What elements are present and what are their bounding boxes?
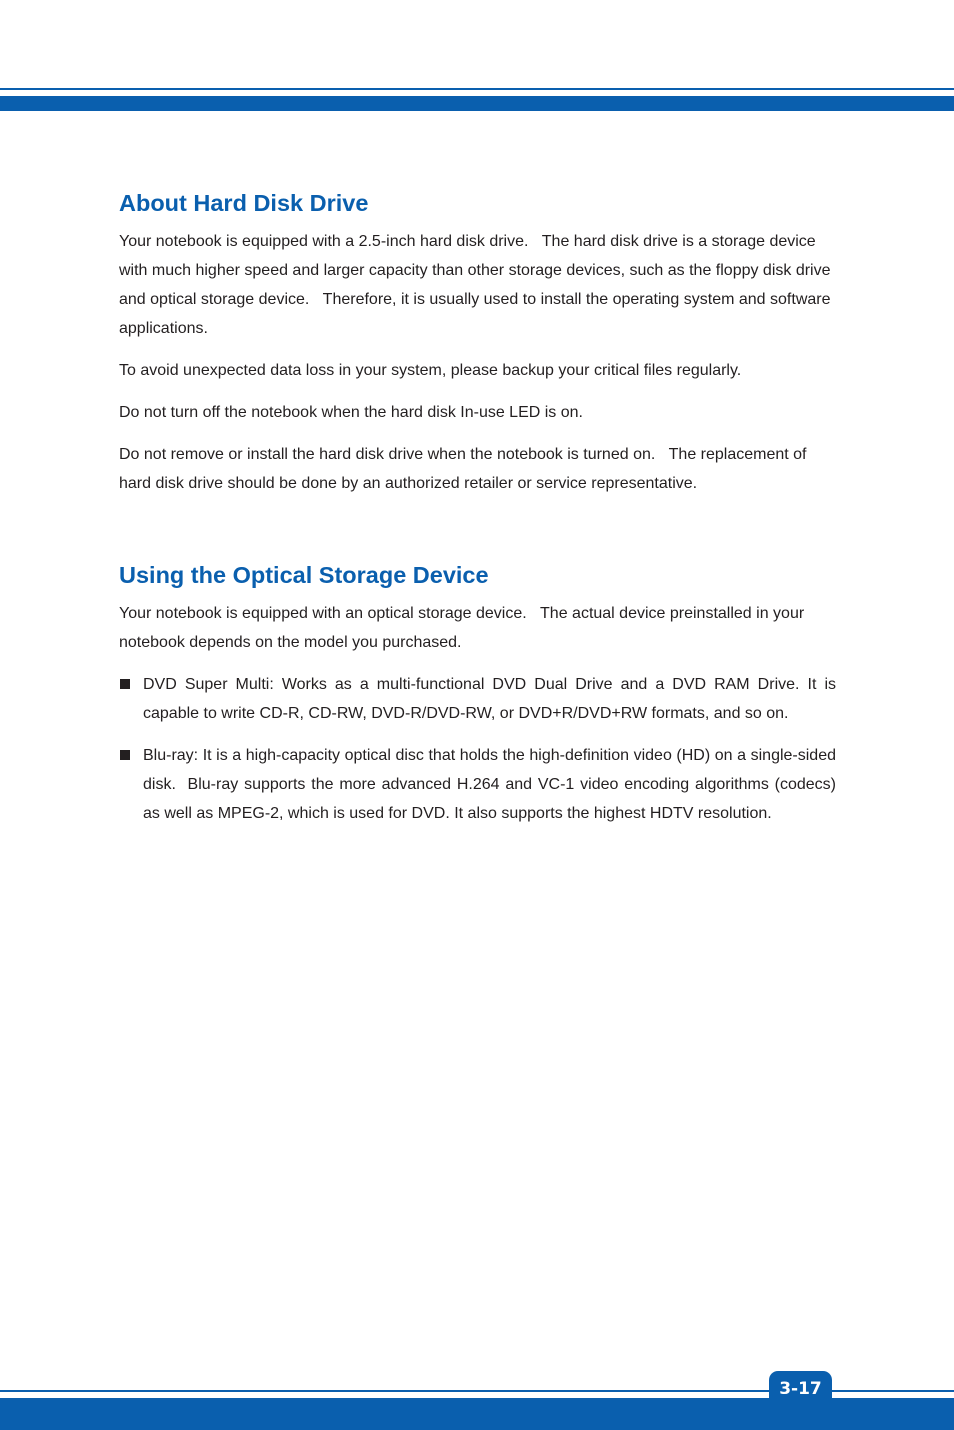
list-item-dvd-super-multi <box>119 670 836 728</box>
page-number: 3-17 <box>779 1379 822 1399</box>
paragraph-led-warning: Do not turn off the notebook when the hard disk In-use LED is on. <box>119 404 583 421</box>
header-rule-line <box>0 88 954 90</box>
list-item-text: DVD Super Multi: Works as a multi-functional DVD Dual Drive and a DVD RAM Drive. It is capable to write CD-R, CD-RW, DVD-R/DVD-RW, or DVD+R/DVD+RW formats, and so on. <box>143 676 836 722</box>
square-bullet-icon <box>120 750 130 760</box>
paragraph-hdd-intro: Your notebook is equipped with a 2.5-inch hard disk drive. The hard disk drive is a storage device with much higher speed and larger capacity than other storage devices, such as the floppy disk drive and optical storage device. Therefore, it is usually used to install the operating system and software applications. <box>119 233 831 337</box>
page-content <box>119 185 836 841</box>
page-number-tab <box>769 1371 832 1405</box>
paragraph-removal-warning: Do not remove or install the hard disk drive when the notebook is turned on. The replacement of hard disk drive should be done by an authorized retailer or service representative. <box>119 446 807 492</box>
header-band <box>0 96 954 111</box>
list-item-blu-ray <box>119 741 836 828</box>
section-title-optical: Using the Optical Storage Device <box>119 562 489 588</box>
section-spacer <box>119 511 836 557</box>
section-title-hard-disk: About Hard Disk Drive <box>119 190 369 216</box>
list-item-text: Blu-ray: It is a high-capacity optical disc that holds the high-definition video (HD) on a single-sided disk. Blu-ray supports the more advanced H.264 and VC-1 video encoding algorithms (codecs) as well as MPEG-2, which is used for DVD. It also supports the highest HDTV resolution. <box>143 747 836 822</box>
optical-device-list <box>119 670 836 828</box>
paragraph-optical-intro: Your notebook is equipped with an optical storage device. The actual device preinstalled in your notebook depends on the model you purchased. <box>119 605 805 651</box>
paragraph-backup-advice: To avoid unexpected data loss in your system, please backup your critical files regularly. <box>119 362 742 379</box>
square-bullet-icon <box>120 679 130 689</box>
